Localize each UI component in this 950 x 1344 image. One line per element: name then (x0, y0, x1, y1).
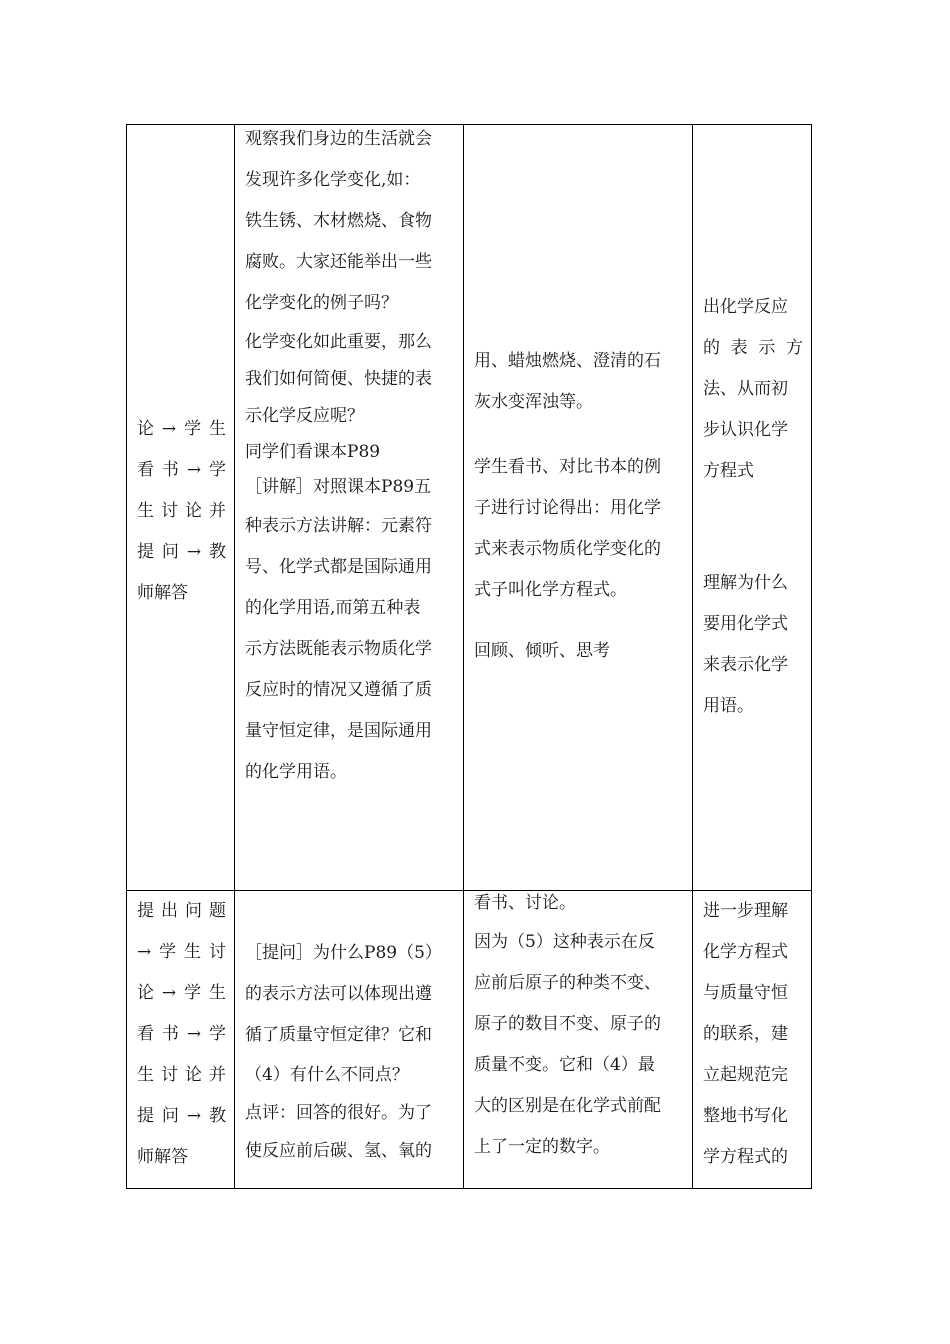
teacher-activity-cell (235, 125, 464, 891)
teacher-line: （4）有什么不同点？ (245, 1065, 409, 1085)
student-line: 质量不变。它和（4）最 (474, 1055, 655, 1075)
intent-line: 进一步理解 (703, 901, 788, 921)
student-line: 灰水变浑浊等。 (474, 392, 593, 412)
teacher-line: 反应时的情况又遵循了质 (245, 680, 432, 700)
intent-line: 来表示化学 (703, 655, 788, 675)
design-intent-cell (693, 891, 812, 1189)
process-line: 提问→教 (137, 542, 226, 562)
intent-line: 出化学反应 (703, 297, 788, 317)
teacher-line: 使反应前后碳、氢、氧的 (245, 1141, 432, 1161)
student-line: 学生看书、对比书本的例 (474, 457, 661, 477)
student-line: 看书、讨论。 (474, 893, 576, 913)
process-line: 看书→学 (137, 1024, 226, 1044)
student-line: 式来表示物质化学变化的 (474, 539, 661, 559)
table-row (127, 891, 812, 1189)
teacher-line: 观察我们身边的生活就会 (245, 129, 432, 149)
table-row (127, 125, 812, 891)
process-cell (127, 891, 235, 1189)
intent-line: 与质量守恒 (703, 983, 788, 1003)
teacher-line: 铁生锈、木材燃烧、食物 (245, 211, 432, 231)
student-line: 子进行讨论得出：用化学 (474, 498, 661, 518)
teacher-line: 发现许多化学变化,如： (245, 170, 421, 190)
teacher-line: 种表示方法讲解：元素符 (245, 516, 432, 536)
intent-line: 要用化学式 (703, 614, 788, 634)
student-line: 回顾、倾听、思考 (474, 641, 610, 661)
process-line: 论→学生 (137, 983, 226, 1003)
teacher-line: 循了质量守恒定律？它和 (245, 1025, 432, 1045)
teacher-line: 的表示方法可以体现出遵 (245, 984, 432, 1004)
process-line: 提问→教 (137, 1106, 226, 1126)
teacher-line: 化学变化如此重要，那么 (245, 332, 432, 352)
process-line: 生讨论并 (137, 501, 226, 521)
teacher-line: ［讲解］对照课本P89五 (245, 477, 432, 497)
intent-line: 方程式 (703, 461, 754, 481)
intent-line: 学方程式的 (703, 1147, 788, 1167)
intent-line: 步认识化学 (703, 420, 788, 440)
teacher-line: 我们如何简便、快捷的表 (245, 369, 432, 389)
intent-line: 法、从而初 (703, 379, 788, 399)
lesson-plan-table (126, 124, 812, 1189)
student-line: 上了一定的数字。 (474, 1137, 610, 1157)
intent-line: 理解为什么 (703, 573, 788, 593)
process-line: 师解答 (137, 1147, 188, 1167)
teacher-line: 化学变化的例子吗？ (245, 293, 398, 313)
teacher-line: ［提问］为什么P89（5） (245, 943, 442, 963)
process-line: 提出问题 (137, 901, 226, 921)
process-line: →学生讨 (137, 942, 226, 962)
teacher-line: 点评：回答的很好。为了 (245, 1103, 432, 1123)
teacher-line: 腐败。大家还能举出一些 (245, 252, 432, 272)
teacher-line: 同学们看课本P89 (245, 442, 381, 462)
teacher-line: 号、化学式都是国际通用 (245, 557, 432, 577)
process-line: 生讨论并 (137, 1065, 226, 1085)
process-line: 师解答 (137, 583, 188, 603)
student-line: 应前后原子的种类不变、 (474, 973, 661, 993)
teacher-line: 示方法既能表示物质化学 (245, 639, 432, 659)
process-cell (127, 125, 235, 891)
teacher-line: 量守恒定律，是国际通用 (245, 721, 432, 741)
process-line: 论→学生 (137, 419, 226, 439)
process-line: 看书→学 (137, 460, 226, 480)
intent-line: 的表示方 (703, 338, 803, 358)
student-line: 因为（5）这种表示在反 (474, 932, 655, 952)
intent-line: 用语。 (703, 696, 754, 716)
intent-line: 整地书写化 (703, 1106, 788, 1126)
teacher-activity-cell (235, 891, 464, 1189)
student-line: 用、蜡烛燃烧、澄清的石 (474, 351, 661, 371)
intent-line: 立起规范完 (703, 1065, 788, 1085)
teacher-line: 的化学用语。 (245, 762, 347, 782)
student-line: 大的区别是在化学式前配 (474, 1096, 661, 1116)
intent-line: 的联系，建 (703, 1024, 788, 1044)
student-line: 原子的数目不变、原子的 (474, 1014, 661, 1034)
intent-line: 化学方程式 (703, 942, 788, 962)
student-activity-cell (464, 125, 693, 891)
design-intent-cell (693, 125, 812, 891)
student-line: 式子叫化学方程式。 (474, 580, 627, 600)
student-activity-cell (464, 891, 693, 1189)
teacher-line: 的化学用语,而第五种表 (245, 598, 421, 618)
teacher-line: 示化学反应呢？ (245, 406, 364, 426)
